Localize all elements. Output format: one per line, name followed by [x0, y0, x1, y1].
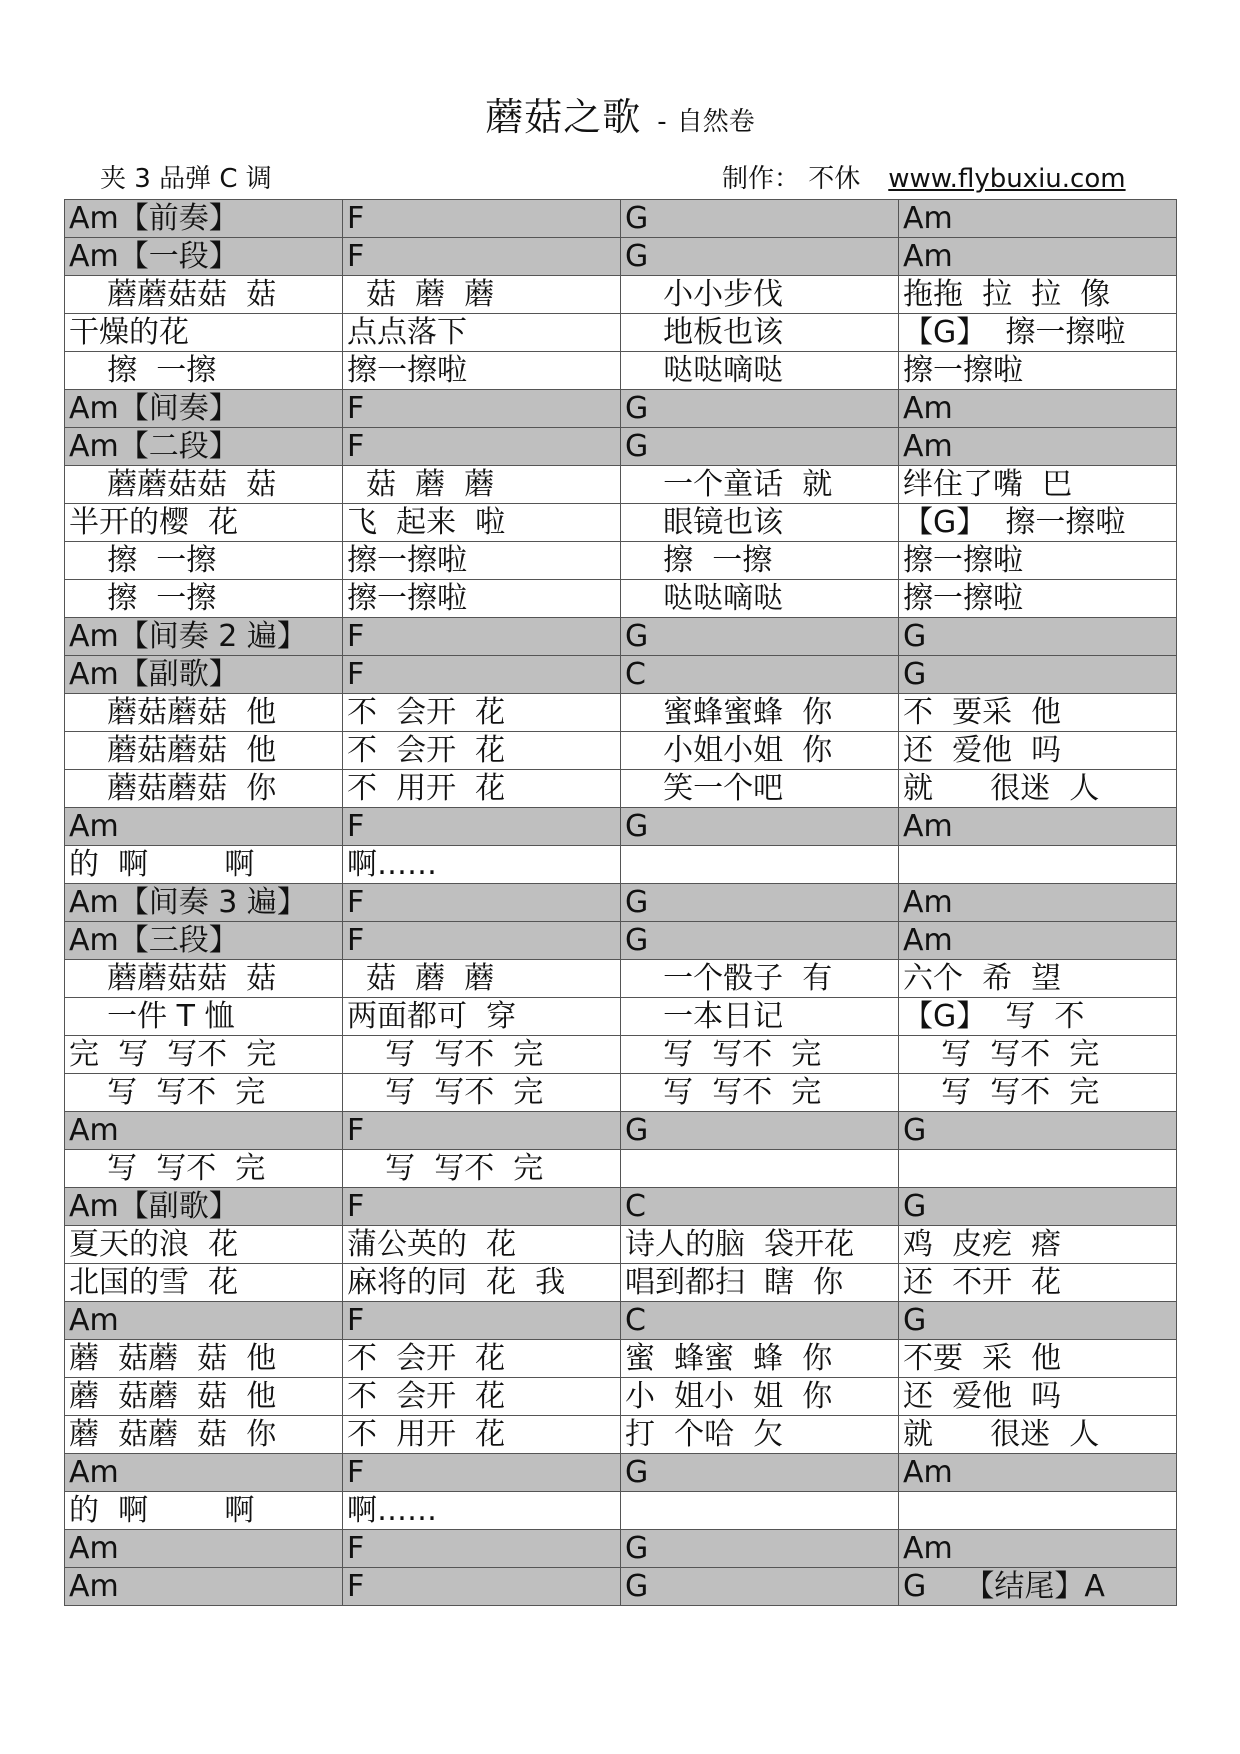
lyric-cell: 一本日记 [621, 998, 899, 1036]
lyric-cell: 不 会开 花 [343, 1378, 621, 1416]
sheet-body [65, 200, 1177, 1606]
lyric-cell: 写 写不 完 [621, 1074, 899, 1112]
chord-cell: F [343, 656, 621, 694]
lyric-row [65, 1150, 1177, 1188]
lyric-cell: 夏天的浪 花 [65, 1226, 343, 1264]
lyric-cell: 写 写不 完 [65, 1150, 343, 1188]
chord-row [65, 200, 1177, 238]
chord-row [65, 1454, 1177, 1492]
chord-cell: F [343, 1530, 621, 1568]
lyric-cell: 蘑 菇蘑 菇 你 [65, 1416, 343, 1454]
lyric-cell: 不 要采 他 [899, 694, 1177, 732]
lyric-cell: 小姐小姐 你 [621, 732, 899, 770]
lyric-cell: 唱到都扫 瞎 你 [621, 1264, 899, 1302]
lyric-row [65, 504, 1177, 542]
chord-cell: Am [65, 1302, 343, 1340]
chord-cell: Am [899, 1454, 1177, 1492]
chord-cell: G [899, 1188, 1177, 1226]
lyric-cell: 不 用开 花 [343, 1416, 621, 1454]
chord-cell: Am [899, 390, 1177, 428]
chord-lyric-sheet [64, 199, 1177, 1606]
lyric-cell: 的 啊 啊 [65, 1492, 343, 1530]
chord-row [65, 884, 1177, 922]
lyric-cell: 擦 一擦 [621, 542, 899, 580]
lyric-cell: 写 写不 完 [65, 1074, 343, 1112]
lyric-cell: 打 个哈 欠 [621, 1416, 899, 1454]
chord-row [65, 1530, 1177, 1568]
lyric-cell: 哒哒嘀哒 [621, 580, 899, 618]
lyric-cell: 还 爱他 吗 [899, 732, 1177, 770]
chord-cell: Am【前奏】 [65, 200, 343, 238]
lyric-cell [621, 846, 899, 884]
chord-cell: G [621, 618, 899, 656]
chord-cell: F [343, 238, 621, 276]
lyric-cell: 干燥的花 [65, 314, 343, 352]
chord-row [65, 428, 1177, 466]
chord-cell: Am [899, 884, 1177, 922]
chord-cell: Am [899, 428, 1177, 466]
chord-cell: Am【间奏】 [65, 390, 343, 428]
chord-cell: F [343, 1568, 621, 1606]
chord-cell: Am【间奏 3 遍】 [65, 884, 343, 922]
credit-block [722, 158, 1126, 195]
lyric-row [65, 960, 1177, 998]
artist-name: 自然卷 [676, 107, 755, 137]
lyric-row [65, 1036, 1177, 1074]
chord-cell: F [343, 1188, 621, 1226]
chord-cell: G [899, 1112, 1177, 1150]
lyric-cell [899, 1150, 1177, 1188]
lyric-cell: 蘑蘑菇菇 菇 [65, 466, 343, 504]
lyric-cell: 北国的雪 花 [65, 1264, 343, 1302]
chord-cell: G [621, 390, 899, 428]
lyric-cell [621, 1150, 899, 1188]
lyric-row [65, 352, 1177, 390]
chord-cell: C [621, 1302, 899, 1340]
lyric-cell: 蘑菇蘑菇 你 [65, 770, 343, 808]
chord-cell: Am【三段】 [65, 922, 343, 960]
chord-row [65, 1188, 1177, 1226]
lyric-cell: 诗人的脑 袋开花 [621, 1226, 899, 1264]
lyric-cell: 菇 蘑 蘑 [343, 466, 621, 504]
lyric-cell: 麻将的同 花 我 [343, 1264, 621, 1302]
chord-cell: F [343, 884, 621, 922]
lyric-cell: 半开的樱 花 [65, 504, 343, 542]
lyric-cell: 的 啊 啊 [65, 846, 343, 884]
lyric-row [65, 1378, 1177, 1416]
lyric-cell: 不 用开 花 [343, 770, 621, 808]
lyric-cell: 写 写不 完 [343, 1150, 621, 1188]
lyric-cell: 菇 蘑 蘑 [343, 276, 621, 314]
lyric-cell: 完 写 写不 完 [65, 1036, 343, 1074]
chord-cell: G [621, 1454, 899, 1492]
chord-cell: F [343, 1302, 621, 1340]
lyric-row [65, 466, 1177, 504]
chord-cell: Am [899, 922, 1177, 960]
lyric-row [65, 276, 1177, 314]
chord-row [65, 1302, 1177, 1340]
chord-row [65, 656, 1177, 694]
chord-cell: Am [899, 1530, 1177, 1568]
lyric-cell: 鸡 皮疙 瘩 [899, 1226, 1177, 1264]
chord-cell: G [621, 200, 899, 238]
chord-row [65, 1568, 1177, 1606]
lyric-cell: 蘑蘑菇菇 菇 [65, 276, 343, 314]
lyric-cell: 蜜 蜂蜜 蜂 你 [621, 1340, 899, 1378]
chord-cell: G [621, 808, 899, 846]
lyric-cell: 地板也该 [621, 314, 899, 352]
chord-cell: C [621, 656, 899, 694]
lyric-cell: 擦一擦啦 [343, 580, 621, 618]
lyric-cell: 【G】 擦一擦啦 [899, 504, 1177, 542]
lyric-cell: 蘑 菇蘑 菇 他 [65, 1340, 343, 1378]
lyric-cell: 眼镜也该 [621, 504, 899, 542]
chord-cell: F [343, 808, 621, 846]
lyric-cell: 【G】 写 不 [899, 998, 1177, 1036]
lyric-cell [899, 1492, 1177, 1530]
chord-cell: G [899, 656, 1177, 694]
chord-cell: Am [65, 1112, 343, 1150]
lyric-cell: 菇 蘑 蘑 [343, 960, 621, 998]
lyric-cell: 【G】 擦一擦啦 [899, 314, 1177, 352]
chord-cell: Am【一段】 [65, 238, 343, 276]
lyric-cell: 啊…… [343, 846, 621, 884]
chord-cell: G [621, 922, 899, 960]
lyric-row [65, 732, 1177, 770]
lyric-cell: 飞 起来 啦 [343, 504, 621, 542]
lyric-cell: 不 会开 花 [343, 1340, 621, 1378]
lyric-row [65, 1416, 1177, 1454]
chord-cell: Am【二段】 [65, 428, 343, 466]
chord-cell: Am【副歌】 [65, 1188, 343, 1226]
lyric-cell: 哒哒嘀哒 [621, 352, 899, 390]
lyric-row [65, 542, 1177, 580]
chord-row [65, 808, 1177, 846]
chord-cell: Am [65, 1568, 343, 1606]
lyric-cell: 擦 一擦 [65, 352, 343, 390]
song-title: 蘑菇之歌 [485, 95, 642, 139]
lyric-cell: 擦一擦啦 [343, 542, 621, 580]
lyric-row [65, 1226, 1177, 1264]
chord-cell: G 【结尾】A [899, 1568, 1177, 1606]
title-block [0, 86, 1240, 141]
chord-cell: Am [65, 808, 343, 846]
lyric-cell: 还 爱他 吗 [899, 1378, 1177, 1416]
lyric-cell: 一个童话 就 [621, 466, 899, 504]
lyric-cell: 不 会开 花 [343, 694, 621, 732]
chord-cell: Am【间奏 2 遍】 [65, 618, 343, 656]
lyric-cell: 蘑蘑菇菇 菇 [65, 960, 343, 998]
chord-cell: Am [65, 1454, 343, 1492]
chord-cell: G [899, 1302, 1177, 1340]
title-separator: - [657, 107, 667, 137]
chord-row [65, 238, 1177, 276]
lyric-row [65, 314, 1177, 352]
lyric-cell: 蜜蜂蜜蜂 你 [621, 694, 899, 732]
chord-cell: Am【副歌】 [65, 656, 343, 694]
chord-row [65, 1112, 1177, 1150]
lyric-row [65, 580, 1177, 618]
lyric-cell: 就 很迷 人 [899, 770, 1177, 808]
lyric-cell: 两面都可 穿 [343, 998, 621, 1036]
lyric-cell: 蘑菇蘑菇 他 [65, 694, 343, 732]
lyric-cell: 六个 希 望 [899, 960, 1177, 998]
lyric-cell: 一个骰子 有 [621, 960, 899, 998]
lyric-cell: 还 不开 花 [899, 1264, 1177, 1302]
lyric-cell: 蒲公英的 花 [343, 1226, 621, 1264]
lyric-cell: 写 写不 完 [343, 1036, 621, 1074]
lyric-row [65, 846, 1177, 884]
chord-row [65, 922, 1177, 960]
lyric-cell: 不 会开 花 [343, 732, 621, 770]
lyric-row [65, 1492, 1177, 1530]
lyric-cell: 点点落下 [343, 314, 621, 352]
chord-cell: F [343, 1454, 621, 1492]
chord-cell: Am [899, 200, 1177, 238]
chord-cell: G [621, 238, 899, 276]
credit-text: 制作： 不休 [722, 164, 861, 194]
chord-cell: F [343, 390, 621, 428]
chord-cell: F [343, 1112, 621, 1150]
chord-cell: F [343, 200, 621, 238]
lyric-row [65, 1264, 1177, 1302]
lyric-cell: 蘑菇蘑菇 他 [65, 732, 343, 770]
lyric-cell: 写 写不 完 [343, 1074, 621, 1112]
lyric-cell: 绊住了嘴 巴 [899, 466, 1177, 504]
lyric-row [65, 998, 1177, 1036]
lyric-cell: 一件 T 恤 [65, 998, 343, 1036]
chord-cell: G [621, 1530, 899, 1568]
lyric-cell: 擦一擦啦 [899, 580, 1177, 618]
chord-row [65, 618, 1177, 656]
chord-cell: F [343, 428, 621, 466]
lyric-cell: 小小步伐 [621, 276, 899, 314]
lyric-cell: 写 写不 完 [621, 1036, 899, 1074]
lyric-cell: 小 姐小 姐 你 [621, 1378, 899, 1416]
chord-cell: F [343, 618, 621, 656]
lyric-row [65, 1074, 1177, 1112]
lyric-cell [899, 846, 1177, 884]
chord-cell: G [621, 1568, 899, 1606]
lyric-cell: 拖拖 拉 拉 像 [899, 276, 1177, 314]
chord-cell: Am [899, 238, 1177, 276]
lyric-cell: 擦 一擦 [65, 542, 343, 580]
lyric-cell: 擦一擦啦 [899, 542, 1177, 580]
lyric-row [65, 770, 1177, 808]
lyric-cell: 写 写不 完 [899, 1036, 1177, 1074]
chord-row [65, 390, 1177, 428]
capo-key-info: 夹 3 品弹 C 调 [100, 164, 272, 194]
chord-cell: Am [65, 1530, 343, 1568]
chord-cell: G [621, 1112, 899, 1150]
lyric-cell: 啊…… [343, 1492, 621, 1530]
lyric-cell: 擦 一擦 [65, 580, 343, 618]
lyric-cell [621, 1492, 899, 1530]
chord-cell: Am [899, 808, 1177, 846]
lyric-cell: 蘑 菇蘑 菇 他 [65, 1378, 343, 1416]
chord-cell: G [621, 428, 899, 466]
chord-cell: C [621, 1188, 899, 1226]
lyric-cell: 不要 采 他 [899, 1340, 1177, 1378]
lyric-cell: 写 写不 完 [899, 1074, 1177, 1112]
chord-cell: G [621, 884, 899, 922]
lyric-cell: 笑一个吧 [621, 770, 899, 808]
lyric-cell: 擦一擦啦 [899, 352, 1177, 390]
website-link[interactable]: www.flybuxiu.com [888, 164, 1126, 194]
lyric-cell: 就 很迷 人 [899, 1416, 1177, 1454]
lyric-row [65, 1340, 1177, 1378]
chord-cell: G [899, 618, 1177, 656]
lyric-row [65, 694, 1177, 732]
lyric-cell: 擦一擦啦 [343, 352, 621, 390]
chord-cell: F [343, 922, 621, 960]
